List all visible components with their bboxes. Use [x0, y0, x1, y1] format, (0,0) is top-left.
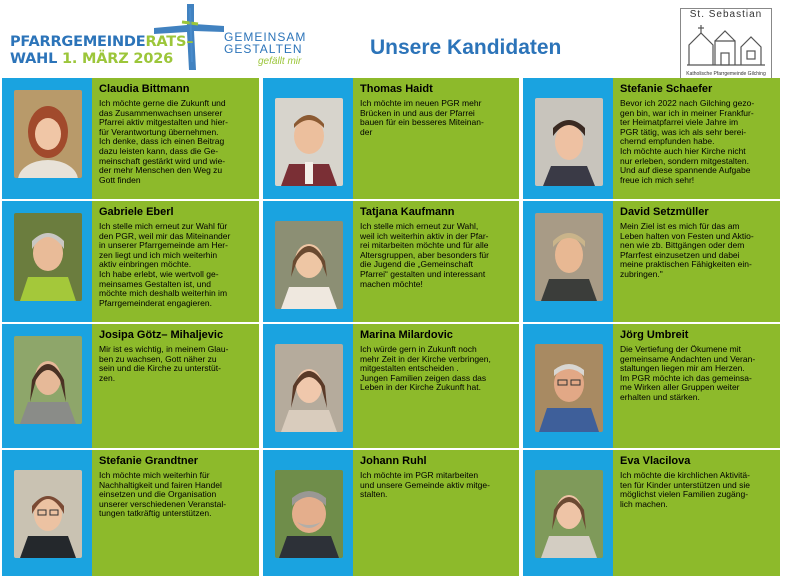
candidates-grid	[2, 78, 780, 576]
parish-logo-title: St. Sebastian	[689, 9, 763, 20]
candidate-name: Jörg Umbreit	[620, 329, 689, 341]
candidate-statement: Ich stelle mich erneut zur Wahl, weil ich weiterhin aktiv in der Pfar- rei mitarbeiten möchte und für alle Altersgruppen, aber besonders für die Jugend die „Gemeinschaft Pfarrei“ gestalten und interessant machen möchte!	[360, 221, 489, 289]
slogan-line3: gefällt mir	[258, 56, 302, 67]
candidate-name: Eva Vlacilova	[620, 455, 691, 467]
candidate-statement: Mein Ziel ist es mich für das am Leben halten von Festen und Aktio- nen wie zb. Bittgängen oder dem Pfarrfest einzusetzen und dabei meine praktischen Fähigkeiten ein- zubringen."	[620, 221, 754, 279]
slogan-line2: GESTALTEN	[224, 42, 303, 56]
candidate-photo	[14, 470, 82, 558]
photo-frame	[523, 450, 613, 576]
candidate-photo	[535, 98, 603, 186]
candidate-card	[2, 201, 259, 322]
photo-frame	[2, 450, 92, 576]
candidate-statement: Ich würde gern in Zukunft noch mehr Zeit in der Kirche verbringen, mitgestalten entscheiden . Jungen Familien zeigen dass das Leben in der Kirche Zukunft hat.	[360, 344, 491, 393]
photo-frame	[263, 201, 353, 322]
candidate-name: Johann Ruhl	[360, 455, 427, 467]
candidate-name: Claudia Bittmann	[99, 83, 190, 95]
photo-frame	[523, 78, 613, 199]
election-title-line2: WAHL 1. MÄRZ 2026	[10, 51, 173, 67]
photo-frame	[2, 201, 92, 322]
slogan-line1: GEMEINSAM	[224, 30, 307, 44]
candidate-statement: Ich möchte gerne die Zukunft und das Zusammenwachsen unserer Pfarrei aktiv mitgestalten und hier- für Verantwortung übernehmen. Ich denke, dass ich einen Beitrag dazu leisten kann, dass die Ge- meinschaft gestärkt wird und wie- der mehr Menschen den Weg zu Gott finden	[99, 98, 228, 185]
candidate-photo	[14, 90, 82, 178]
parish-logo-subtitle: Katholische Pfarrgemeinde Gilching	[686, 71, 766, 77]
election-title-line1: PFARRGEMEINDERATS–	[10, 34, 194, 50]
candidate-statement: Ich möchte im PGR mitarbeiten und unsere Gemeinde aktiv mitge- stalten.	[360, 470, 490, 500]
photo-frame	[2, 78, 92, 199]
candidate-card	[263, 450, 519, 576]
church-building-icon	[685, 21, 767, 67]
candidate-card	[263, 201, 519, 322]
candidate-name: Gabriele Eberl	[99, 206, 174, 218]
candidate-photo	[275, 221, 343, 309]
candidate-photo	[275, 470, 343, 558]
candidate-photo	[535, 470, 603, 558]
candidate-statement: Ich stelle mich erneut zur Wahl für den PGR, weil mir das Miteinander in unserer Pfarrgemeinde am Her- zen liegt und ich mich weiterhin aktiv einbringen möchte. Ich habe erlebt, wie wertvoll ge- meinsames Gestalten ist, und möchte mich deshalb weiterhin im Pfarrgemeinderat engagieren.	[99, 221, 231, 308]
candidate-statement: Mir ist es wichtig, in meinem Glau- ben zu wachsen, Gott näher zu sein und die Kirche zu unterstüt- zen.	[99, 344, 229, 383]
candidate-photo	[275, 344, 343, 432]
candidate-name: Tatjana Kaufmann	[360, 206, 455, 218]
candidate-photo	[14, 336, 82, 424]
candidate-name: Thomas Haidt	[360, 83, 433, 95]
candidate-card	[2, 324, 259, 448]
candidate-card	[523, 450, 780, 576]
photo-frame	[263, 78, 353, 199]
candidate-statement: Ich möchte mich weiterhin für Nachhaltigkeit und fairen Handel einsetzen und die Organisation unserer verschiedenen Veranstal- tungen tatkräftig unterstützen.	[99, 470, 227, 519]
photo-frame	[523, 324, 613, 448]
candidate-photo	[535, 344, 603, 432]
candidate-name: Marina Milardovic	[360, 329, 453, 341]
candidate-name: Stefanie Schaefer	[620, 83, 713, 95]
candidate-card	[263, 324, 519, 448]
page-title: Unsere Kandidaten	[370, 36, 562, 59]
candidate-photo	[14, 213, 82, 301]
candidate-card	[2, 78, 259, 199]
candidate-photo	[535, 213, 603, 301]
photo-frame	[2, 324, 92, 448]
candidate-statement: Ich möchte im neuen PGR mehr Brücken in und aus der Pfarrei bauen für ein besseres Miteinan- der	[360, 98, 484, 137]
photo-frame	[263, 450, 353, 576]
candidate-card	[523, 324, 780, 448]
candidate-card	[2, 450, 259, 576]
candidate-name: David Setzmüller	[620, 206, 709, 218]
candidate-card	[263, 78, 519, 199]
candidate-card	[523, 78, 780, 199]
photo-frame	[523, 201, 613, 322]
candidate-statement: Ich möchte die kirchlichen Aktivitä- ten für Kinder unterstützen und sie möglichst vielen Familien zugäng- lich machen.	[620, 470, 750, 509]
candidate-photo	[275, 98, 343, 186]
parish-logo	[680, 8, 772, 80]
candidate-card	[523, 201, 780, 322]
candidate-name: Stefanie Grandtner	[99, 455, 199, 467]
candidate-name: Josipa Götz– Mihaljevic	[99, 329, 224, 341]
photo-frame	[263, 324, 353, 448]
candidate-statement: Bevor ich 2022 nach Gilching gezo- gen bin, war ich in meiner Frankfur- ter Heimatpfarrei viele Jahre im PGR tätig, was ich als sehr berei- chernd empfunden habe. Ich möchte auch hier Kirche nicht nur erleben, sondern mitgestalten. Und auf diese spannende Aufgabe freue ich mich sehr!	[620, 98, 755, 185]
candidate-statement: Die Vertiefung der Ökumene mit gemeinsame Andachten und Veran- staltungen liegen mir am Herzen. Im PGR möchte ich das gemeinsa- me Wirken aller Gruppen weiter erhalten und stärken.	[620, 344, 756, 402]
